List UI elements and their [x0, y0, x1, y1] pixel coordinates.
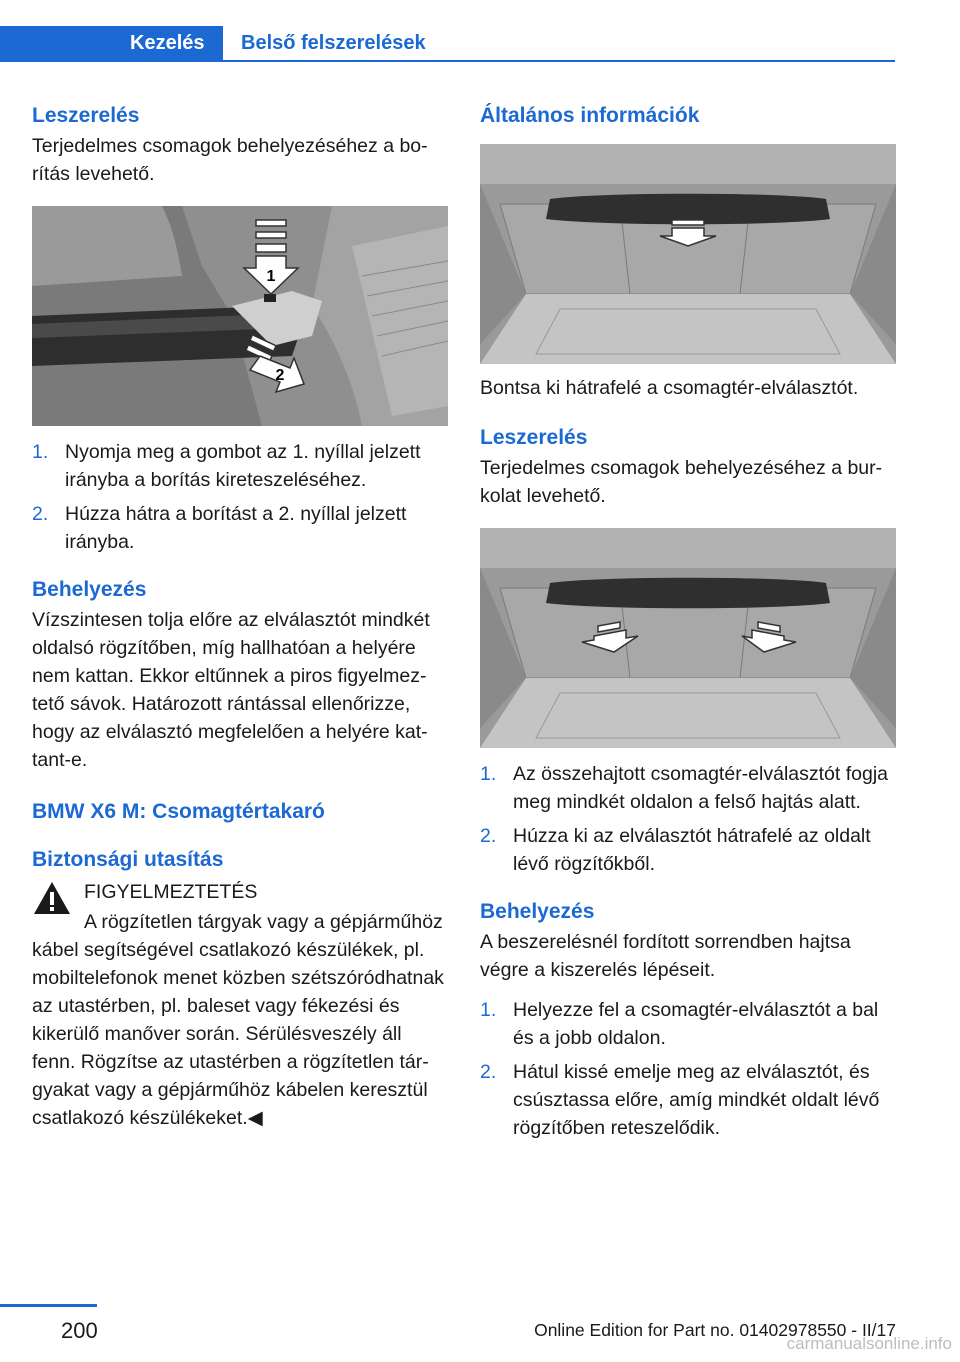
- list-item: [480, 822, 896, 878]
- figure-cargo-divider-remove: [480, 528, 896, 748]
- steps-removal-right: [480, 760, 896, 878]
- step-number: 2.: [32, 503, 49, 525]
- section-title-altalanos: Általános információk: [480, 104, 700, 127]
- section-title-behelyezes-right: Behelyezés: [480, 900, 595, 923]
- step-number: 1.: [480, 999, 497, 1021]
- figure-cargo-divider-open-illustration: [480, 144, 896, 364]
- list-item: [480, 996, 896, 1052]
- watermark: carmanualsonline.info: [786, 1334, 952, 1353]
- page-number: 200: [61, 1318, 98, 1343]
- edition-text: Online Edition for Part no. 01402978550 - II/17: [534, 1320, 896, 1340]
- warning-text: A rögzítetlen tárgyak vagy a gépjárműhöz kábel segítségével csatlakozó készülékek, pl. mobiltelefonok menet közben szétszóródhatnak az utastérben, pl. baleset vagy fékezési és kikerülő manőver során. Sérülésveszély áll fenn. Rögzítse az utastérben a rögzítetlen tárgyakat vagy a gépjárműhöz kábelen keresztül csatlakozó készülékeket.◀: [32, 911, 444, 1129]
- step-text: Nyomja meg a gombot az 1. nyíllal jelzett irányba a borítás kireteszeléséhez.: [65, 441, 421, 491]
- step-text: Az összehajtott csomagtér-elválasztót fogja meg mindkét oldalon a felső hajtás alatt.: [513, 763, 889, 813]
- step-text: Húzza ki az elválasztót hátrafelé az oldalt lévő rögzítőkből.: [513, 825, 871, 875]
- left-column: [32, 100, 448, 1132]
- section-title-leszereles: Leszerelés: [32, 104, 140, 127]
- section-text-leszereles: Terjedelmes csomagok behelyezéséhez a borítás levehető.: [32, 135, 428, 185]
- tab-kezeles[interactable]: Kezelés: [0, 26, 223, 60]
- header-rule: [0, 60, 895, 62]
- page-header: [0, 26, 895, 62]
- section-title-biztonsagi: Biztonsági utasítás: [32, 848, 224, 871]
- tab-belso-felszerelesek[interactable]: Belső felszerelések: [241, 32, 426, 54]
- figure-label-2: 2: [275, 367, 285, 384]
- step-text: Húzza hátra a borítást a 2. nyíllal jelzett irányba.: [65, 503, 407, 553]
- figure-cover-removal-illustration: [32, 206, 448, 426]
- section-text-behelyezes-right: A beszerelésnél fordított sorrendben hajtsa végre a kiszerelés lépéseit.: [480, 931, 851, 981]
- figure-cargo-divider-open: [480, 144, 896, 364]
- section-title-behelyezes: Behelyezés: [32, 578, 147, 601]
- figure-label-1: 1: [266, 268, 276, 285]
- footer-rule: [0, 1304, 97, 1307]
- section-text-behelyezes: Vízszintesen tolja előre az elválasztót mindkét oldalsó rögzítőben, míg hallhatóan a helyére nem kattan. Ekkor eltűnnek a piros figyelmeztető sávok. Határozott rántással ellenőrizze, hogy az elválasztó megfelelően a helyére kattant-e.: [32, 609, 430, 771]
- step-number: 2.: [480, 1061, 497, 1083]
- step-text: Helyezze fel a csomagtér-elválasztót a bal és a jobb oldalon.: [513, 999, 879, 1049]
- step-number: 1.: [32, 441, 49, 463]
- warning-triangle-icon: [32, 880, 72, 916]
- caption-bontsa-ki: Bontsa ki hátrafelé a csomagtér-elválasztót.: [480, 377, 859, 399]
- heading-bmw-x6m: BMW X6 M: Csomagtértakaró: [32, 800, 325, 823]
- section-text-leszereles-right: Terjedelmes csomagok behelyezéséhez a burkolat levehető.: [480, 457, 883, 507]
- step-number: 2.: [480, 825, 497, 847]
- figure-cover-removal: [32, 206, 448, 426]
- list-item: [480, 1058, 896, 1142]
- right-column: [480, 100, 896, 1142]
- list-item: [32, 500, 448, 556]
- steps-removal: [32, 438, 448, 556]
- step-text: Hátul kissé emelje meg az elválasztót, és csúsztassa előre, amíg mindkét oldalt lévő rögzítőben reteszelődik.: [513, 1061, 880, 1139]
- list-item: [32, 438, 448, 494]
- section-title-leszereles-right: Leszerelés: [480, 426, 588, 449]
- steps-install-right: [480, 996, 896, 1142]
- step-number: 1.: [480, 763, 497, 785]
- warning-block: [32, 878, 448, 1132]
- list-item: [480, 760, 896, 816]
- warning-heading: FIGYELMEZTETÉS: [84, 881, 258, 903]
- figure-cargo-divider-remove-illustration: [480, 528, 896, 748]
